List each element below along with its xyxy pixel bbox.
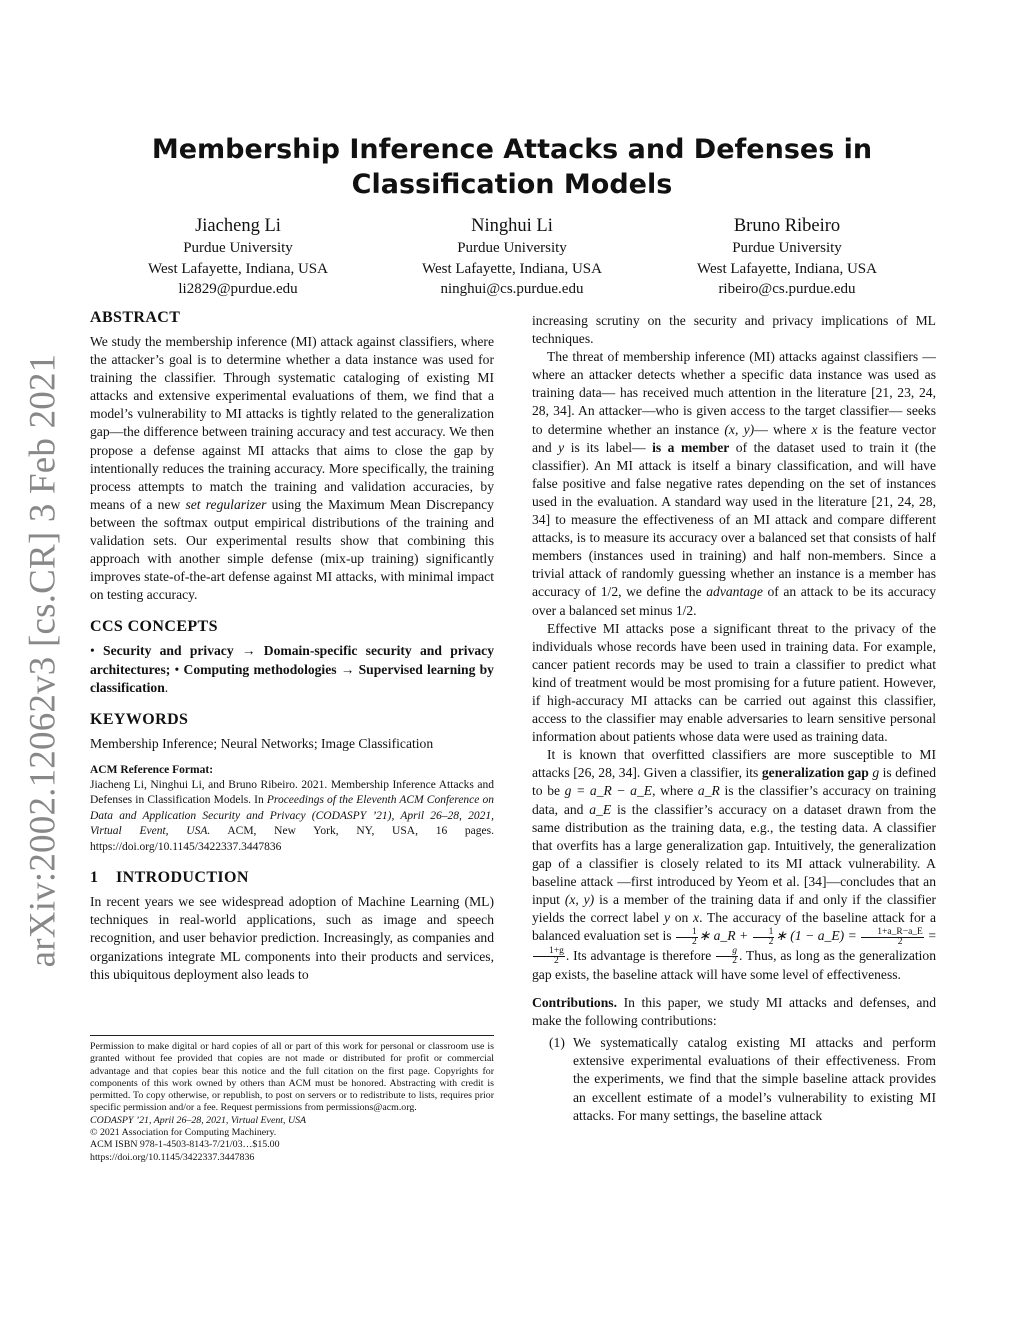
intro-paragraph: Effective MI attacks pose a significant threat to the privacy of the individuals whose records have been used in training data. For example, cancer patient records may be used to train a classifier to predict what kind of treatment would be most promising for a future patient. However, if high-accuracy MI attacks can be carried out against this classifier, access to the classifier may enable adversaries to learn sensitive personal information about patients whose data were used as training data. [532, 620, 936, 745]
right-column [532, 312, 936, 1125]
intro-paragraph-continued: increasing scrutiny on the security and privacy implications of ML techniques. [532, 313, 936, 347]
left-column [90, 308, 494, 984]
list-item-number: (1) [549, 1035, 565, 1051]
reference-heading: ACM Reference Format: [90, 763, 214, 776]
author-block [382, 214, 642, 300]
intro-paragraph: In recent years we see widespread adoption of Machine Learning (ML) techniques in real-world applications, such as image and speech recognition, and user behavior prediction. Increasingly, as companies and organizations integrate ML components into their products and services, this ubiquitous deployment also leads to [90, 894, 494, 982]
fraction: $\frac{1+a\_R-a\_E}{2}$ [861, 928, 924, 947]
intro-paragraph: The threat of membership inference (MI) attacks against classifiers — where an attacker detects whether a specific data instance was used as training data— has received much attention in the literature [21, 23, 24, 28, 34]. An attacker—who is given access to the target classifier— seeks to determine whether an instance (x, y)— where x is the feature vector and y is its label— is a member of the dataset used to train it (the classifier). An MI attack is itself a binary classification, and will have false positive and false negative rates depending on the set of instances used in the evaluation. A standard way used in the literature [21, 24, 28, 34] to measure the effectiveness of an MI attack and compare different attacks, is to measure its accuracy over a balanced set that consists of half members (instances used in training) and half non-members. Since a trivial attack of randomly guessing whether an instance is a member has accuracy of 1/2, we define the advantage of an attack to be its accuracy over a balanced set minus 1/2. [532, 349, 937, 618]
abstract-emphasis: set regularizer [185, 496, 267, 512]
introduction-heading: 1 INTRODUCTION [90, 869, 249, 887]
author-affiliation: Purdue University [183, 240, 293, 256]
ccs-heading: CCS CONCEPTS [90, 618, 218, 636]
keywords-heading: KEYWORDS [90, 710, 189, 728]
copyright-line: © 2021 Association for Computing Machinery. [90, 1127, 277, 1139]
ccs-body: • Security and privacy → Domain-specific security and privacy architectures; • Computing methodologies → Supervised learning by classification. [90, 643, 494, 695]
arxiv-identifier [12, 353, 74, 967]
author-name: Bruno Ribeiro [733, 216, 841, 236]
contributions-label: Contributions. [532, 995, 617, 1011]
author-affiliation: Purdue University [457, 240, 567, 256]
contributions-paragraph: Contributions. In this paper, we study MI attacks and defenses, and make the following contributions: [532, 995, 936, 1029]
author-location: West Lafayette, Indiana, USA [422, 260, 602, 277]
author-block [108, 214, 368, 300]
list-item-text: We systematically catalog existing MI attacks and perform extensive experimental evaluations of their effectiveness. From the experiments, we find that the simple baseline attack provides an excellent estimate of a model’s vulnerability to existing MI attacks. For many settings, the baseline attack [573, 1035, 936, 1123]
arxiv-identifier-text: arXiv:2002.12062v3 [cs.CR] 3 Feb 2021 [22, 353, 64, 967]
fraction: $\frac{1+g}{2}$ [533, 947, 565, 966]
abstract-body: We study the membership inference (MI) attack against classifiers, where the attacker’s goal is to determine whether a data instance was used for training the classifier. Through systematic cataloging of existing MI attacks and extensive experimental evaluations of them, we find that a model’s vulnerability to MI attacks is tightly related to the generalization gap—the difference between training accuracy and test accuracy. We then propose a defense against MI attacks that aims to close the gap by intentionally reduces the training accuracy. More specifically, the training process attempts to match the training and validation accuracies, by means of a new set regularizer using the Maximum Mean Discrepancy between the softmax output empirical distributions of the training and validation sets. Our experimental results show that combining this approach with another simple defense (mix-up training) significantly improves state-of-the-art defense against MI attacks, with minimal impact on testing accuracy. [90, 334, 494, 603]
list-item [532, 1034, 936, 1124]
author-location: West Lafayette, Indiana, USA [148, 260, 328, 277]
author-block [657, 214, 917, 300]
isbn-line: ACM ISBN 978-1-4503-8143-7/21/03…$15.00 [90, 1139, 280, 1151]
author-email[interactable]: li2829@purdue.edu [178, 281, 298, 297]
fraction: $\frac{1}{2}$ [676, 928, 698, 947]
permission-footnote [90, 1035, 494, 1164]
intro-paragraph: It is known that overfitted classifiers are more susceptible to MI attacks [26, 28, 34]. Given a classifier, its generalization gap g is defined to be g = a_R − a_E, where a_R is the classifier’s accuracy on training data, and a_E is the classifier’s accuracy on a dataset drawn from the same distribution as the training data, e.g., the testing data. A classifier that overfits has a large generalization gap. Intuitively, the generalization gap of a classifier is closely related to its MI attack vulnerability. A baseline attack —first introduced by Yeom et al. [34]—concludes that an input (x, y) is a member of the training data if and only if the classifier yields the correct label y on x. The accuracy of the baseline attack for a balanced evaluation set is $\frac{1}{2}$ ∗ a_R + $\frac{1}{2}$ ∗ (1 − a_E) = $\frac{1+a\_R-a\_E}{2}$ = $\frac{1+g}{2}$ . Its advantage is therefore $\frac{g}{2}$ . Thus, as long as the generalization gap exists, the baseline attack will have some level of effectiveness. [532, 747, 937, 982]
fraction: $\frac{1}{2}$ [753, 928, 775, 947]
section-number: 1 [90, 869, 99, 887]
doi-link[interactable]: https://doi.org/10.1145/3422337.3447836 [90, 1151, 255, 1163]
author-location: West Lafayette, Indiana, USA [697, 260, 877, 277]
keywords-body: Membership Inference; Neural Networks; Image Classification [90, 735, 434, 751]
author-name: Ninghui Li [471, 216, 553, 236]
conference-line: CODASPY ’21, April 26–28, 2021, Virtual Event, USA [90, 1114, 307, 1126]
abstract-heading: ABSTRACT [90, 309, 181, 326]
author-affiliation: Purdue University [732, 240, 842, 256]
paper-title: Membership Inference Attacks and Defenses in Classification Models [151, 134, 873, 200]
contributions-list [532, 1034, 936, 1124]
permission-text: Permission to make digital or hard copies of all or part of this work for personal or classroom use is granted without fee provided that copies are not made or distributed for profit or commercial advantage and that copies bear this notice and the full citation on the first page. Copyrights for components of this work owned by others than ACM must be honored. Abstracting with credit is permitted. To copy otherwise, or republish, to post on servers or to redistribute to lists, requires prior specific permission and/or a fee. Request permissions from permissions@acm.org. [90, 1041, 494, 1114]
reference-body: Jiacheng Li, Ninghui Li, and Bruno Ribeiro. 2021. Membership Inference Attacks and Defenses in Classification Models. In Proceedings of the Eleventh ACM Conference on Data and Application Security and Privacy (CODASPY ’21), April 26–28, 2021, Virtual Event, USA. ACM, New York, NY, USA, 16 pages. https://doi.org/10.1145/3422337.3447836 [90, 778, 494, 853]
author-email[interactable]: ninghui@cs.purdue.edu [440, 281, 584, 297]
author-email[interactable]: ribeiro@cs.purdue.edu [718, 281, 856, 297]
author-name: Jiacheng Li [195, 216, 281, 236]
fraction: $\frac{g}{2}$ [716, 947, 738, 966]
